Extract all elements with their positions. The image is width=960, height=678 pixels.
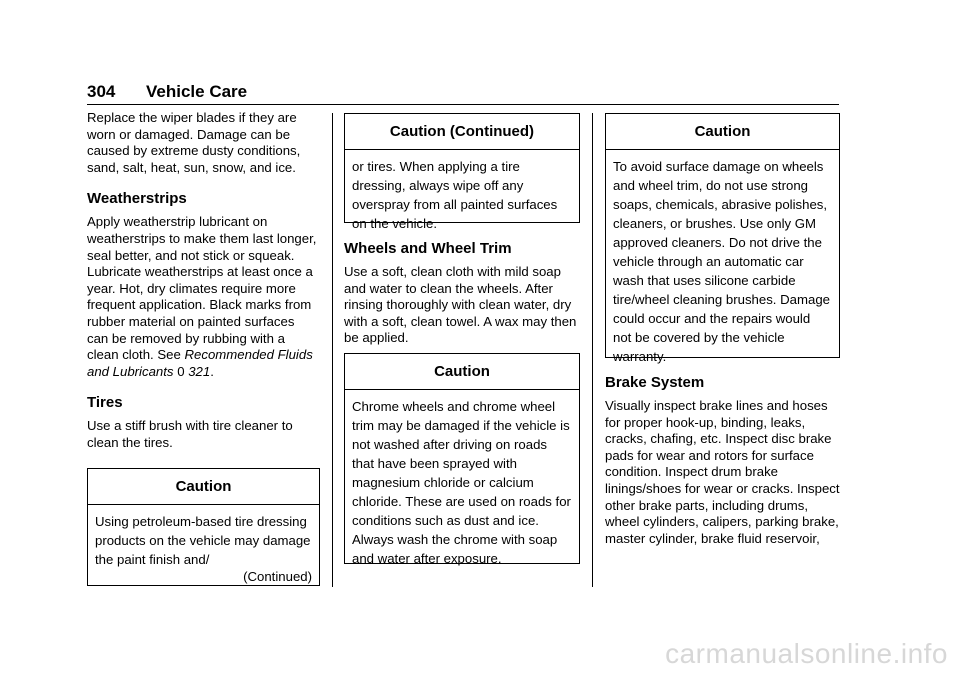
caution-continued-text: or tires. When applying a tire dressing, always wipe off any overspray from all painted surfaces on the vehicle. xyxy=(352,159,558,231)
continued-label: (Continued) xyxy=(243,569,312,584)
page-header xyxy=(87,82,839,105)
tires-text: Use a stiff brush with tire cleaner to clean the tires. xyxy=(87,418,293,450)
ref-page-link[interactable]: 321 xyxy=(188,363,211,379)
caution-text: Using petroleum-based tire dressing products on the vehicle may damage the paint finish and/ xyxy=(95,514,311,567)
column-divider xyxy=(592,113,593,587)
section-title: Vehicle Care xyxy=(146,82,248,101)
watermark: carmanualsonline.info xyxy=(665,638,948,669)
caution-text: Chrome wheels and chrome wheel trim may be damaged if the vehicle is not washed after driving on roads that have been sprayed with magnesium chloride or calcium chloride. These are used on roads for conditions such as dust and ice. Always wash the chrome with soap and water after exposure. xyxy=(352,399,571,566)
column-3 xyxy=(605,374,841,547)
caution-title: Caution xyxy=(88,469,319,505)
column-1 xyxy=(87,110,319,452)
wiper-intro-text: Replace the wiper blades if they are worn or damaged. Damage can be caused by extreme dusty conditions, sand, salt, heat, sun, snow, and ice. xyxy=(87,110,301,175)
weatherstrips-ref-link[interactable]: Recommended Fluids and Lubricants xyxy=(87,347,313,379)
ref-symbol: 0 xyxy=(177,363,185,379)
brake-heading: Brake System xyxy=(605,374,705,391)
caution-box-surface-damage xyxy=(605,113,840,364)
wheels-heading: Wheels and Wheel Trim xyxy=(344,240,512,257)
caution-title: Caution xyxy=(345,354,579,390)
weatherstrips-heading: Weatherstrips xyxy=(87,190,187,208)
page-number: 304 xyxy=(87,82,116,101)
column-divider xyxy=(332,113,333,587)
column-2 xyxy=(344,240,580,347)
tires-heading: Tires xyxy=(87,394,123,412)
wheels-text: Use a soft, clean cloth with mild soap and water to clean the wheels. After rinsing thoroughly with clean water, dry with a soft, clean towel. A wax may then be applied. xyxy=(344,264,577,346)
weatherstrips-text: Apply weatherstrip lubricant on weatherstrips to make them last longer, seal better, and not stick or squeak. Lubricate weatherstrips at least once a year. Hot, dry climates require more frequent application. Black marks from rubber material on painted surfaces can be removed by rubbing with a clean cloth. See Recommended Fluids and Lubricants 0 321. xyxy=(87,214,317,379)
caution-title: Caution xyxy=(606,114,839,150)
brake-text: Visually inspect brake lines and hoses for proper hook-up, binding, leaks, cracks, chafing, etc. Inspect disc brake pads for wear and rotors for surface condition. Inspect drum brake linings/shoes for wear or cracks. Inspect other brake parts, including drums, wheel cylinders, calipers, parking brake, master cylinder, brake fluid reservoir, xyxy=(605,398,840,546)
caution-box-tire-dressing xyxy=(87,468,320,586)
caution-continued-title: Caution (Continued) xyxy=(345,114,579,150)
caution-text: To avoid surface damage on wheels and wheel trim, do not use strong soaps, chemicals, abrasive polishes, cleaners, or brushes. Use only GM approved cleaners. Do not drive the vehicle through an automatic car wash that uses silicone carbide tire/wheel cleaning brushes. Damage could occur and the repairs would not be covered by the vehicle warranty. xyxy=(613,159,830,364)
caution-box-continued xyxy=(344,113,580,231)
caution-box-chrome xyxy=(344,353,580,564)
